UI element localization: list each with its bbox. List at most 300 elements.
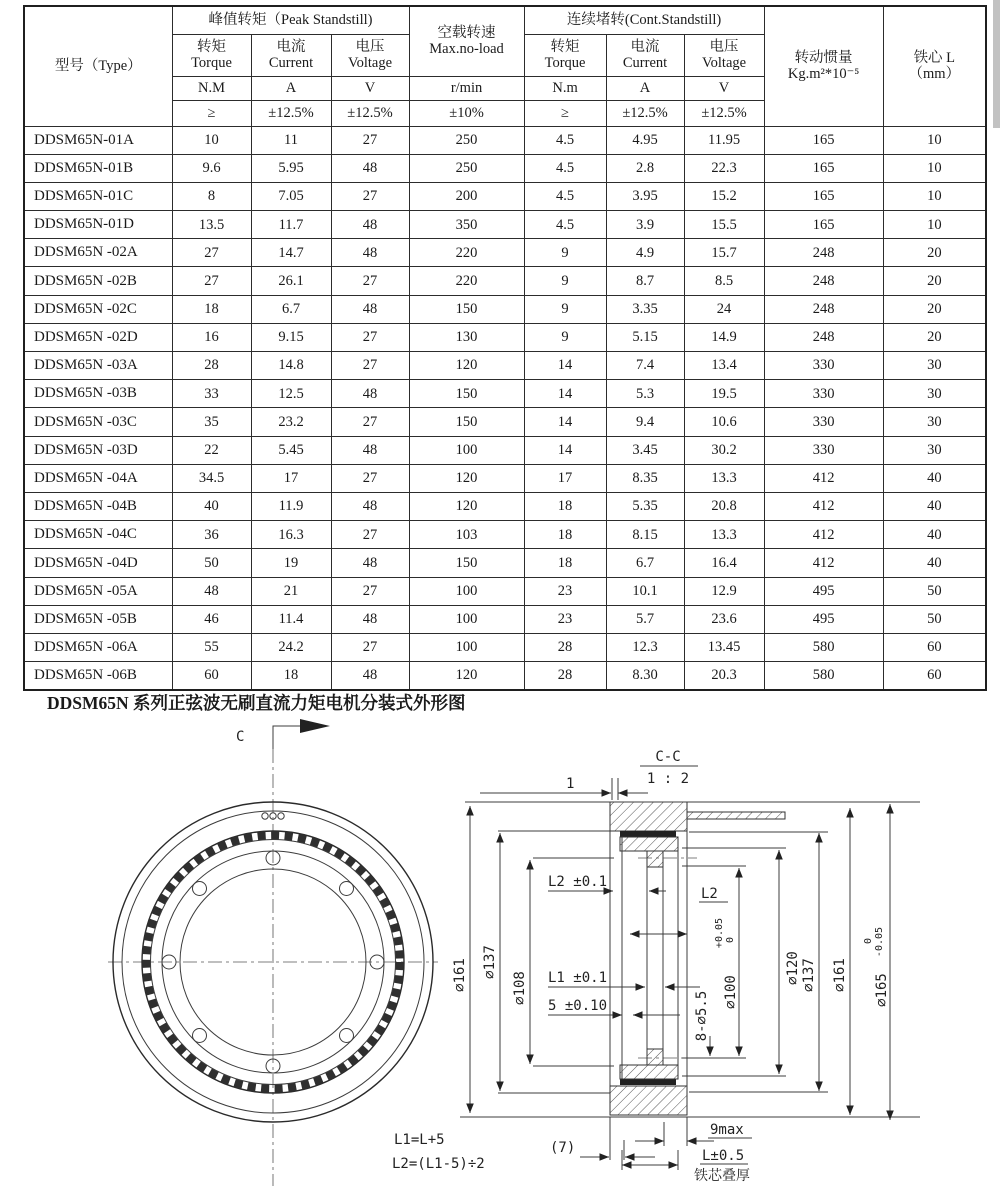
value-cell: 60 [172, 662, 251, 690]
table-row [24, 239, 986, 267]
value-cell: 20 [883, 295, 986, 323]
value-cell: 21 [251, 577, 331, 605]
header-core [883, 6, 986, 126]
type-cell: DDSM65N -06A [24, 633, 172, 661]
table-row [24, 633, 986, 661]
value-cell: 220 [409, 267, 524, 295]
value-cell: 27 [331, 323, 409, 351]
value-cell: 48 [331, 154, 409, 182]
dim-label-d165: ∅165 [874, 973, 890, 1007]
value-cell: 248 [764, 267, 883, 295]
dim-tol-d165-lower: -0.05 [874, 926, 885, 958]
header-peak-group: 峰值转矩（Peak Standstill) [172, 6, 409, 34]
value-cell: 20 [883, 267, 986, 295]
value-cell: 5.35 [606, 492, 684, 520]
mounting-hole [193, 1029, 207, 1043]
value-cell: 7.05 [251, 182, 331, 210]
bottom-magnet-bar [620, 1080, 676, 1086]
value-cell: 16.3 [251, 521, 331, 549]
value-cell: 14 [524, 380, 606, 408]
value-cell: 11.7 [251, 211, 331, 239]
value-cell: 495 [764, 605, 883, 633]
value-cell: 5.95 [251, 154, 331, 182]
header-cont-group: 连续堵转(Cont.Standstill) [524, 6, 764, 34]
bottom-flange-hatched [610, 1086, 687, 1115]
value-cell: 220 [409, 239, 524, 267]
page-edge-shadow [993, 0, 1000, 128]
value-cell: 48 [331, 549, 409, 577]
value-cell: 165 [764, 182, 883, 210]
mounting-hole [340, 1029, 354, 1043]
value-cell: 15.5 [684, 211, 764, 239]
header-cont-torque [524, 34, 606, 76]
value-cell: 33 [172, 380, 251, 408]
figure-caption: DDSM65N 系列正弦波无刷直流力矩电机分装式外形图 [47, 693, 466, 713]
value-cell: 48 [172, 577, 251, 605]
value-cell: 100 [409, 436, 524, 464]
value-cell: 13.3 [684, 521, 764, 549]
unit-cell: N.M [172, 76, 251, 100]
table-row [24, 464, 986, 492]
unit-cell: N.m [524, 76, 606, 100]
value-cell: 35 [172, 408, 251, 436]
value-cell: 27 [172, 267, 251, 295]
type-cell: DDSM65N -03A [24, 352, 172, 380]
type-cell: DDSM65N -06B [24, 662, 172, 690]
value-cell: 23 [524, 577, 606, 605]
header-cont-voltage [684, 34, 764, 76]
label: Torque [191, 55, 232, 71]
value-cell: 20.8 [684, 492, 764, 520]
value-cell: 8 [172, 182, 251, 210]
label: 转矩 [550, 38, 580, 55]
value-cell: 165 [764, 211, 883, 239]
table-row [24, 211, 986, 239]
value-cell: 5.45 [251, 436, 331, 464]
mounting-hole [340, 882, 354, 896]
value-cell: 30 [883, 408, 986, 436]
value-cell: 28 [172, 352, 251, 380]
dim-label-core-len: L±0.5 [702, 1148, 745, 1164]
lead-wire-bar [687, 812, 785, 819]
value-cell: 580 [764, 662, 883, 690]
value-cell: 8.15 [606, 521, 684, 549]
value-cell: 3.35 [606, 295, 684, 323]
type-cell: DDSM65N-01A [24, 126, 172, 154]
value-cell: 40 [883, 549, 986, 577]
value-cell: 40 [883, 492, 986, 520]
value-cell: 248 [764, 295, 883, 323]
value-cell: 4.5 [524, 211, 606, 239]
value-cell: 28 [524, 662, 606, 690]
value-cell: 13.45 [684, 633, 764, 661]
value-cell: 9.6 [172, 154, 251, 182]
value-cell: 5.7 [606, 605, 684, 633]
value-cell: 18 [524, 549, 606, 577]
axial-dimensions [392, 776, 752, 1184]
dim-label-l2-tol: L2 ±0.1 [548, 874, 608, 890]
value-cell: 48 [331, 605, 409, 633]
label: Voltage [702, 55, 747, 71]
extension-lines [460, 778, 920, 1170]
value-cell: 23 [524, 605, 606, 633]
tolerance-cell: ±12.5% [331, 100, 409, 126]
table-row [24, 380, 986, 408]
value-cell: 27 [172, 239, 251, 267]
table-row [24, 126, 986, 154]
value-cell: 9 [524, 323, 606, 351]
value-cell: 14.8 [251, 352, 331, 380]
value-cell: 48 [331, 295, 409, 323]
value-cell: 100 [409, 577, 524, 605]
dim-label-l2: L2 [701, 886, 718, 902]
value-cell: 248 [764, 323, 883, 351]
value-cell: 120 [409, 352, 524, 380]
value-cell: 27 [331, 633, 409, 661]
type-cell: DDSM65N -03C [24, 408, 172, 436]
header-row-groups [24, 6, 986, 34]
top-flange-hatched [610, 802, 687, 831]
value-cell: 48 [331, 380, 409, 408]
value-cell: 8.5 [684, 267, 764, 295]
label: 电流 [630, 38, 660, 55]
value-cell: 250 [409, 126, 524, 154]
value-cell: 4.5 [524, 182, 606, 210]
bottom-core-hatched [620, 1065, 678, 1079]
core-stack-label: 铁芯叠厚 [694, 1168, 750, 1184]
value-cell: 330 [764, 380, 883, 408]
value-cell: 13.4 [684, 352, 764, 380]
value-cell: 248 [764, 239, 883, 267]
table-row [24, 549, 986, 577]
table-row [24, 267, 986, 295]
value-cell: 412 [764, 549, 883, 577]
label: Current [268, 55, 314, 71]
value-cell: 60 [883, 633, 986, 661]
dim-label-d137-right: ∅137 [801, 958, 817, 992]
type-cell: DDSM65N-01B [24, 154, 172, 182]
value-cell: 18 [172, 295, 251, 323]
type-cell: DDSM65N-01C [24, 182, 172, 210]
top-core-notch [647, 851, 663, 867]
dim-label-d161-right: ∅161 [832, 958, 848, 992]
header-cont-current [606, 34, 684, 76]
header-core-unit: （mm） [908, 66, 961, 83]
section-cut-arrow-icon [300, 719, 330, 733]
table-row [24, 323, 986, 351]
lead-wire-hole [262, 813, 268, 819]
value-cell: 27 [331, 126, 409, 154]
value-cell: 150 [409, 380, 524, 408]
value-cell: 55 [172, 633, 251, 661]
value-cell: 6.7 [606, 549, 684, 577]
value-cell: 19 [251, 549, 331, 577]
value-cell: 27 [331, 521, 409, 549]
header-inertia-cn: 转动惯量 [794, 50, 853, 67]
value-cell: 11.9 [251, 492, 331, 520]
type-cell: DDSM65N -03D [24, 436, 172, 464]
section-cut-line [273, 726, 300, 749]
section-view-title [640, 749, 698, 787]
value-cell: 48 [331, 211, 409, 239]
value-cell: 3.95 [606, 182, 684, 210]
value-cell: 10.6 [684, 408, 764, 436]
value-cell: 48 [331, 662, 409, 690]
value-cell: 10 [172, 126, 251, 154]
value-cell: 50 [172, 549, 251, 577]
value-cell: 17 [524, 464, 606, 492]
section-cut-marker [236, 719, 330, 749]
value-cell: 50 [883, 577, 986, 605]
value-cell: 40 [883, 464, 986, 492]
section-scale: 1 : 2 [646, 771, 690, 787]
value-cell: 412 [764, 464, 883, 492]
value-cell: 46 [172, 605, 251, 633]
type-cell: DDSM65N -04D [24, 549, 172, 577]
value-cell: 48 [331, 239, 409, 267]
value-cell: 103 [409, 521, 524, 549]
type-cell: DDSM65N -02B [24, 267, 172, 295]
type-cell: DDSM65N -04C [24, 521, 172, 549]
value-cell: 27 [331, 577, 409, 605]
table-row [24, 605, 986, 633]
value-cell: 330 [764, 408, 883, 436]
value-cell: 7.4 [606, 352, 684, 380]
tolerance-cell: ±12.5% [606, 100, 684, 126]
value-cell: 19.5 [684, 380, 764, 408]
value-cell: 60 [883, 662, 986, 690]
header-inertia-unit: Kg.m²*10⁻⁵ [787, 66, 860, 83]
header-inertia [764, 6, 883, 126]
value-cell: 13.5 [172, 211, 251, 239]
value-cell: 4.9 [606, 239, 684, 267]
value-cell: 14.7 [251, 239, 331, 267]
value-cell: 150 [409, 408, 524, 436]
value-cell: 100 [409, 633, 524, 661]
value-cell: 18 [524, 492, 606, 520]
value-cell: 15.7 [684, 239, 764, 267]
unit-cell: V [684, 76, 764, 100]
value-cell: 9 [524, 239, 606, 267]
value-cell: 40 [172, 492, 251, 520]
dim-label-d108: ∅108 [512, 971, 528, 1005]
section-cut-label: C [236, 729, 245, 745]
dim-label-five: 5 ±0.10 [548, 998, 608, 1014]
value-cell: 495 [764, 577, 883, 605]
unit-cell: A [251, 76, 331, 100]
value-cell: 30 [883, 380, 986, 408]
top-core-hatched [620, 837, 678, 851]
value-cell: 22 [172, 436, 251, 464]
value-cell: 4.5 [524, 154, 606, 182]
value-cell: 30.2 [684, 436, 764, 464]
value-cell: 16.4 [684, 549, 764, 577]
table-row [24, 436, 986, 464]
value-cell: 8.30 [606, 662, 684, 690]
unit-cell: V [331, 76, 409, 100]
label: 转矩 [197, 38, 226, 55]
table-row [24, 352, 986, 380]
tolerance-cell: ±10% [409, 100, 524, 126]
value-cell: 14 [524, 408, 606, 436]
value-cell: 10 [883, 126, 986, 154]
value-cell: 30 [883, 352, 986, 380]
value-cell: 48 [331, 492, 409, 520]
header-type: 型号（Type） [24, 6, 172, 126]
section-title: C-C [655, 749, 681, 765]
value-cell: 330 [764, 436, 883, 464]
value-cell: 412 [764, 521, 883, 549]
value-cell: 23.2 [251, 408, 331, 436]
value-cell: 120 [409, 662, 524, 690]
value-cell: 11.95 [684, 126, 764, 154]
outline-drawing [0, 716, 1000, 1186]
tolerance-cell: ≥ [172, 100, 251, 126]
value-cell: 23.6 [684, 605, 764, 633]
value-cell: 30 [883, 436, 986, 464]
value-cell: 120 [409, 492, 524, 520]
value-cell: 9.15 [251, 323, 331, 351]
value-cell: 11 [251, 126, 331, 154]
value-cell: 165 [764, 126, 883, 154]
tolerance-cell: ≥ [524, 100, 606, 126]
tolerance-cell: ±12.5% [251, 100, 331, 126]
value-cell: 580 [764, 633, 883, 661]
dim-tol-d100-lower: 0 [725, 936, 736, 944]
value-cell: 48 [331, 436, 409, 464]
value-cell: 12.5 [251, 380, 331, 408]
table-row [24, 154, 986, 182]
value-cell: 40 [883, 521, 986, 549]
value-cell: 12.9 [684, 577, 764, 605]
header-peak-voltage [331, 34, 409, 76]
lead-wire-hole [278, 813, 284, 819]
value-cell: 412 [764, 492, 883, 520]
dim-label-holes: 8-∅5.5 [694, 990, 710, 1042]
value-cell: 18 [251, 662, 331, 690]
front-view [108, 749, 438, 1186]
value-cell: 11.4 [251, 605, 331, 633]
dim-label-nine-max: 9max [710, 1122, 744, 1138]
header-peak-torque [172, 34, 251, 76]
value-cell: 20.3 [684, 662, 764, 690]
table-row [24, 408, 986, 436]
spec-table-body [24, 126, 986, 690]
value-cell: 6.7 [251, 295, 331, 323]
dim-label-d137-left: ∅137 [482, 945, 498, 979]
value-cell: 27 [331, 464, 409, 492]
value-cell: 24.2 [251, 633, 331, 661]
header-noload [409, 6, 524, 76]
spec-table [23, 5, 987, 691]
value-cell: 10 [883, 182, 986, 210]
type-cell: DDSM65N-01D [24, 211, 172, 239]
dim-tol-d165-upper: 0 [863, 937, 874, 945]
label: Torque [544, 55, 586, 71]
header-peak-current [251, 34, 331, 76]
table-row [24, 295, 986, 323]
value-cell: 9.4 [606, 408, 684, 436]
header-noload-en: Max.no-load [429, 41, 504, 58]
table-row [24, 521, 986, 549]
type-cell: DDSM65N -05B [24, 605, 172, 633]
type-cell: DDSM65N -02A [24, 239, 172, 267]
value-cell: 8.35 [606, 464, 684, 492]
table-row [24, 662, 986, 690]
value-cell: 20 [883, 323, 986, 351]
value-cell: 14 [524, 352, 606, 380]
dim-label-l1-tol: L1 ±0.1 [548, 970, 608, 986]
value-cell: 9 [524, 295, 606, 323]
value-cell: 5.3 [606, 380, 684, 408]
header-noload-cn: 空载转速 [437, 25, 496, 42]
value-cell: 27 [331, 267, 409, 295]
value-cell: 120 [409, 464, 524, 492]
value-cell: 3.45 [606, 436, 684, 464]
formula-l1: L1=L+5 [394, 1132, 445, 1148]
value-cell: 130 [409, 323, 524, 351]
value-cell: 200 [409, 182, 524, 210]
dim-label-d161-left: ∅161 [452, 958, 468, 992]
bottom-core-notch [647, 1049, 663, 1065]
dim-label-seven: (7) [550, 1140, 576, 1156]
dim-label-one: 1 [566, 776, 575, 792]
label: Current [622, 55, 668, 71]
dim-label-d120: ∅120 [785, 951, 801, 985]
value-cell: 330 [764, 352, 883, 380]
header-core-cn: 铁心 L [913, 50, 956, 67]
type-cell: DDSM65N -03B [24, 380, 172, 408]
value-cell: 150 [409, 295, 524, 323]
value-cell: 3.9 [606, 211, 684, 239]
section-view [610, 802, 785, 1115]
value-cell: 150 [409, 549, 524, 577]
value-cell: 2.8 [606, 154, 684, 182]
label: Voltage [348, 55, 393, 71]
label: 电流 [276, 38, 306, 55]
value-cell: 27 [331, 182, 409, 210]
value-cell: 4.5 [524, 126, 606, 154]
value-cell: 100 [409, 605, 524, 633]
label: 电压 [355, 38, 385, 55]
top-magnet-bar [620, 831, 676, 837]
type-cell: DDSM65N -04B [24, 492, 172, 520]
value-cell: 16 [172, 323, 251, 351]
value-cell: 18 [524, 521, 606, 549]
value-cell: 10.1 [606, 577, 684, 605]
formula-l2: L2=(L1-5)÷2 [392, 1156, 485, 1172]
type-cell: DDSM65N -04A [24, 464, 172, 492]
value-cell: 36 [172, 521, 251, 549]
value-cell: 8.7 [606, 267, 684, 295]
value-cell: 14 [524, 436, 606, 464]
type-cell: DDSM65N -02C [24, 295, 172, 323]
type-cell: DDSM65N -02D [24, 323, 172, 351]
table-row [24, 577, 986, 605]
value-cell: 20 [883, 239, 986, 267]
value-cell: 17 [251, 464, 331, 492]
value-cell: 27 [331, 408, 409, 436]
value-cell: 9 [524, 267, 606, 295]
table-row [24, 182, 986, 210]
value-cell: 5.15 [606, 323, 684, 351]
label: 电压 [709, 38, 739, 55]
value-cell: 4.95 [606, 126, 684, 154]
value-cell: 10 [883, 211, 986, 239]
value-cell: 27 [331, 352, 409, 380]
value-cell: 10 [883, 154, 986, 182]
value-cell: 350 [409, 211, 524, 239]
